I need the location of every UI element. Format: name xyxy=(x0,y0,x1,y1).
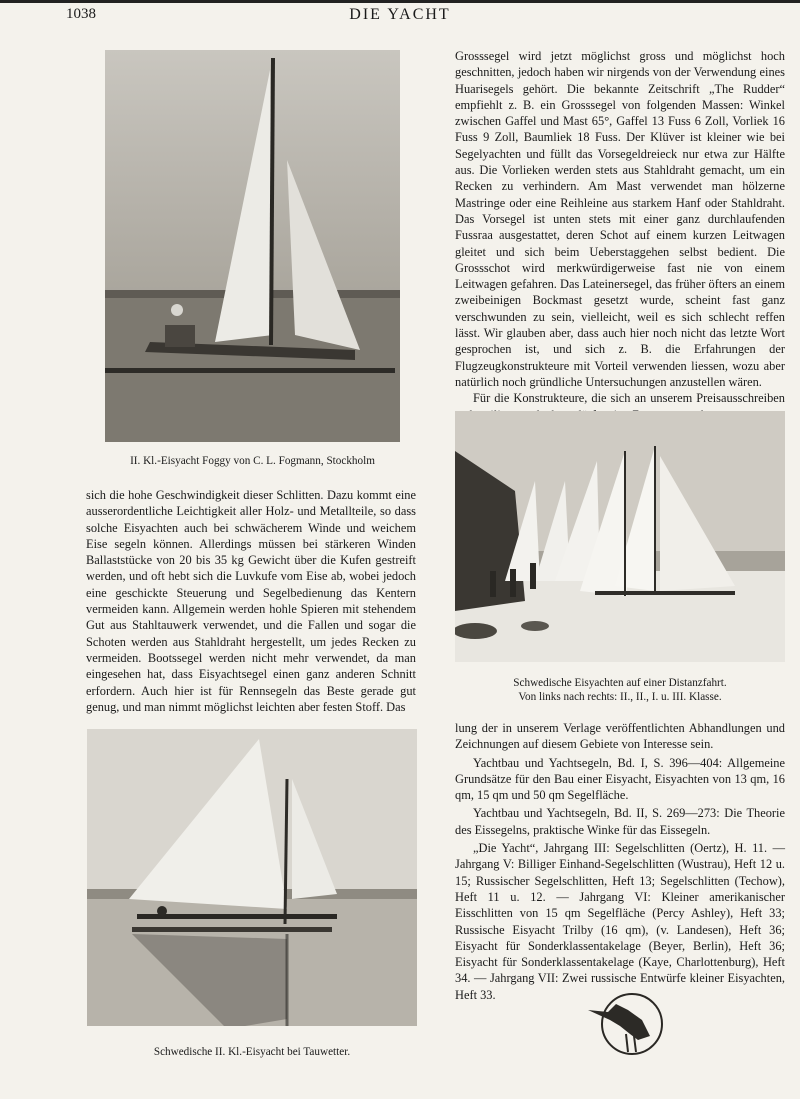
page-number: 1038 xyxy=(66,6,96,22)
paragraph: Yachtbau und Yachtsegeln, Bd. II, S. 269—273: Die Theorie des Eissegelns, praktische Winke für das Eissegeln. xyxy=(455,806,785,837)
right-column-top-text xyxy=(455,48,785,423)
photo-swedish-iceyachts-distance-race xyxy=(455,411,785,662)
photo-iceyacht-thaw xyxy=(87,729,417,1026)
figure1-caption: II. Kl.-Eisyacht Foggy von C. L. Fogmann, Stockholm xyxy=(130,455,375,467)
top-rule xyxy=(0,0,800,3)
figure3-caption: Schwedische II. Kl.-Eisyacht bei Tauwetter. xyxy=(153,1046,351,1058)
left-column-mid-text: sich die hohe Geschwindigkeit dieser Schlitten. Dazu kommt eine ausserordentliche Leichtigkeit aller Holz- und Metallteile, so dass solche Eisyachten auch bei schwächerem Winde und weichem Eise segeln können. Allerdings müssen bei stärkeren Winden Ballaststücke von 20 bis 35 kg Gewicht über die Kufen gestreift werden, und oft hebt sich die Luvkufe vom Eise ab, wobei jedoch eine geschickte Steuerung und Segelbedienung das Kentern vermeiden kann. Allgemein werden hohle Spieren mit stehendem Gut aus Stahltauwerk verwendet, und die Fallen und sogar die Schoten werden aus Stahldraht hergestellt, um jedes Recken zu vermeiden. Bootssegel werden nicht mehr verwendet, da man eingesehen hat, dass Eisyachtsegel einen ganz anderen Schnitt erfordern. Auch hier ist für Rennsegeln das Beste gerade gut genug, und man nimmt möglichst leichten aber festen Stoff. Das xyxy=(86,488,416,714)
paragraph: Für die Konstrukteure, die sich an unserem Preisausschreiben xyxy=(473,391,785,406)
running-header: DIE YACHT xyxy=(349,6,451,23)
paragraph: lung der in unserem Verlage veröffentlichten Abhandlungen und Zeichnungen auf diesem Gebiete von Interesse sein. xyxy=(455,721,785,752)
photo-foggy-iceyacht xyxy=(105,50,400,442)
figure2-caption-line2: Von links nach rechts: II., II., I. u. III. Klasse. xyxy=(518,691,722,703)
figure2-caption-line1: Schwedische Eisyachten auf einer Distanzfahrt. xyxy=(513,677,727,689)
bird-vignette xyxy=(580,990,670,1060)
paragraph: Yachtbau und Yachtsegeln, Bd. I, S. 396—404: Allgemeine Grundsätze für den Bau einer Eisyacht, Eisyachten von 13 qm, 16 qm, 15 qm und 50 qm Segelfläche. xyxy=(455,755,785,803)
paragraph: „Die Yacht“, Jahrgang III: Segelschlitten (Oertz), H. 11. — Jahrgang V: Billiger Einhand-Segelschlitten (Wustrau), Heft 12 u. 15; Russischer Segelschlitten, Heft 13; Segelschlitten (Techow), Heft 11 u. 12. — Jahrgang VI: Kleiner amerikanischer Eisschlitten von 15 qm Segelfläche (Percy Ashley), Heft 33; Russische Eisyacht Trilby (16 qm), (v. Landesen), Heft 36; Eisyacht für Sonderklassentakelage (Beyer, Berlin), Heft 36; Eisyacht für Sonderklassentakelage (Kaye, Charlottenburg), Heft 34. — Jahrgang VII: Zwei russische Entwürfe kleiner Eisyachten, Heft 33. xyxy=(455,841,785,1002)
right-column-bottom-text xyxy=(455,720,785,1003)
paragraph: Grosssegel wird jetzt möglichst gross und möglichst hoch geschnitten, jedoch haben wir nirgends von der Verwendung eines Huarisegels gehört. Die bekannte Zeitschrift „The Rudder“ empfiehlt z. B. ein Grosssegel von folgenden Massen: Winkel zwischen Gaffel und Mast 65°, Gaffel 13 Fuss 6 Zoll, Vorliek 16 Fuss 9 Zoll, Baumliek 18 Fuss. Der Klüver ist kleiner wie bei Segelyachten und füllt das Vorsegeldreieck nur etwa zur Hälfte aus. Die Vorlieken werden stets aus Stahldraht gemacht, um ein Recken zu verhindern. Am Mast verwendet man hölzerne Mastringe oder eine Reihleine aus starkem Hanf oder Stahldraht. Das Vorsegel ist unten stets mit einer ganz durchlaufenden Fussraa ausgestattet, deren Schot auf einem kurzen Leitwagen gleitet und sich beim Ueberstaggehen selbst bedient. Die Grossschot wird merkwürdigerweise fast nie von einem Leitwagen gefahren. Das Lateinersegel, das früher öfters an einem zweibeinigen Bockmast gesetzt wurde, scheint fast ganz verschwunden zu sein, vielleicht, weil es sich schlecht reffen lässt. Wir glauben aber, dass auch hier noch nicht das letzte Wort gesprochen ist, und sich z. B. die Erfahrungen der Flugzeugkonstrukteure mit Vorteil verwenden liessen, wozu aber natürlich noch gründliche Untersuchungen anzustellen wären. xyxy=(455,49,785,389)
